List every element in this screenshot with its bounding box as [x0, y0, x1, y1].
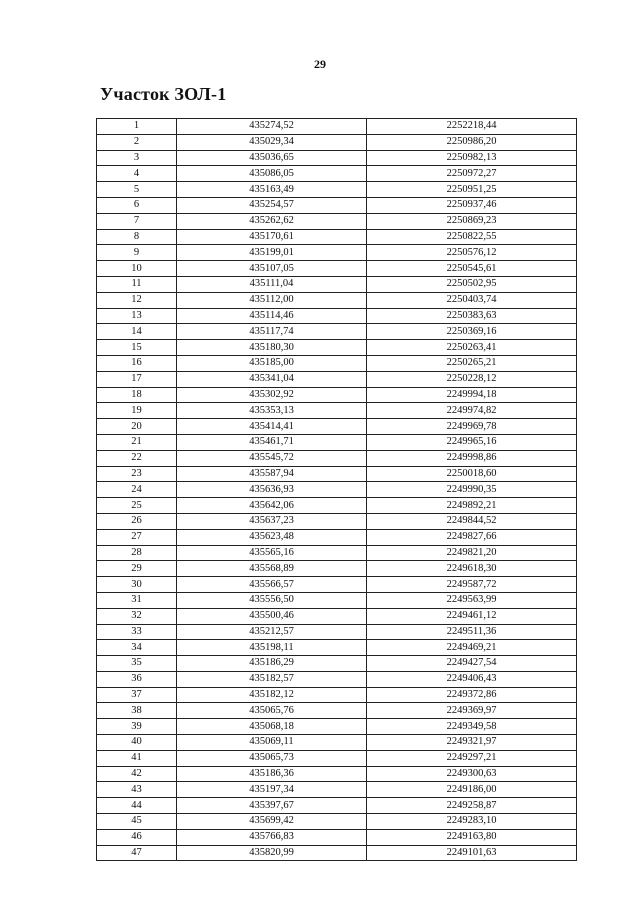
- x-coordinate-cell: 435182,12: [177, 687, 367, 703]
- point-number-cell: 32: [97, 608, 177, 624]
- table-row: [97, 640, 577, 656]
- table-row: [97, 450, 577, 466]
- table-row: [97, 245, 577, 261]
- y-coordinate-cell: 2250228,12: [367, 371, 577, 387]
- point-number-cell: 24: [97, 482, 177, 498]
- table-row: [97, 845, 577, 861]
- x-coordinate-cell: 435766,83: [177, 829, 367, 845]
- table-row: [97, 656, 577, 672]
- table-row: [97, 829, 577, 845]
- point-number-cell: 33: [97, 624, 177, 640]
- x-coordinate-cell: 435262,62: [177, 213, 367, 229]
- point-number-cell: 4: [97, 166, 177, 182]
- x-coordinate-cell: 435274,52: [177, 119, 367, 135]
- point-number-cell: 19: [97, 403, 177, 419]
- y-coordinate-cell: 2249321,97: [367, 735, 577, 751]
- point-number-cell: 37: [97, 687, 177, 703]
- point-number-cell: 11: [97, 276, 177, 292]
- x-coordinate-cell: 435500,46: [177, 608, 367, 624]
- point-number-cell: 26: [97, 513, 177, 529]
- table-row: [97, 735, 577, 751]
- point-number-cell: 44: [97, 798, 177, 814]
- table-row: [97, 577, 577, 593]
- page-number: 29: [314, 57, 326, 71]
- y-coordinate-cell: 2250822,55: [367, 229, 577, 245]
- x-coordinate-cell: 435186,36: [177, 766, 367, 782]
- y-coordinate-cell: 2249349,58: [367, 719, 577, 735]
- table-row: [97, 308, 577, 324]
- y-coordinate-cell: 2250018,60: [367, 466, 577, 482]
- table-row: [97, 182, 577, 198]
- y-coordinate-cell: 2250869,23: [367, 213, 577, 229]
- y-coordinate-cell: 2249297,21: [367, 750, 577, 766]
- table-row: [97, 276, 577, 292]
- table-row: [97, 324, 577, 340]
- point-number-cell: 22: [97, 450, 177, 466]
- x-coordinate-cell: 435182,57: [177, 671, 367, 687]
- x-coordinate-cell: 435623,48: [177, 529, 367, 545]
- y-coordinate-cell: 2249406,43: [367, 671, 577, 687]
- y-coordinate-cell: 2250937,46: [367, 197, 577, 213]
- y-coordinate-cell: 2249563,99: [367, 592, 577, 608]
- table-row: [97, 197, 577, 213]
- x-coordinate-cell: 435302,92: [177, 387, 367, 403]
- x-coordinate-cell: 435212,57: [177, 624, 367, 640]
- table-row: [97, 403, 577, 419]
- y-coordinate-cell: 2250263,41: [367, 340, 577, 356]
- table-row: [97, 150, 577, 166]
- x-coordinate-cell: 435341,04: [177, 371, 367, 387]
- table-row: [97, 592, 577, 608]
- y-coordinate-cell: 2249892,21: [367, 498, 577, 514]
- x-coordinate-cell: 435199,01: [177, 245, 367, 261]
- y-coordinate-cell: 2250972,27: [367, 166, 577, 182]
- y-coordinate-cell: 2249461,12: [367, 608, 577, 624]
- y-coordinate-cell: 2249990,35: [367, 482, 577, 498]
- y-coordinate-cell: 2250403,74: [367, 292, 577, 308]
- y-coordinate-cell: 2250369,16: [367, 324, 577, 340]
- x-coordinate-cell: 435397,67: [177, 798, 367, 814]
- y-coordinate-cell: 2249258,87: [367, 798, 577, 814]
- x-coordinate-cell: 435637,23: [177, 513, 367, 529]
- table-row: [97, 782, 577, 798]
- x-coordinate-cell: 435820,99: [177, 845, 367, 861]
- y-coordinate-cell: 2250951,25: [367, 182, 577, 198]
- x-coordinate-cell: 435568,89: [177, 561, 367, 577]
- x-coordinate-cell: 435029,34: [177, 134, 367, 150]
- x-coordinate-cell: 435461,71: [177, 434, 367, 450]
- point-number-cell: 25: [97, 498, 177, 514]
- point-number-cell: 47: [97, 845, 177, 861]
- y-coordinate-cell: 2249998,86: [367, 450, 577, 466]
- point-number-cell: 9: [97, 245, 177, 261]
- point-number-cell: 21: [97, 434, 177, 450]
- table-row: [97, 814, 577, 830]
- point-number-cell: 36: [97, 671, 177, 687]
- y-coordinate-cell: 2250265,21: [367, 355, 577, 371]
- y-coordinate-cell: 2249101,63: [367, 845, 577, 861]
- x-coordinate-cell: 435107,05: [177, 261, 367, 277]
- x-coordinate-cell: 435587,94: [177, 466, 367, 482]
- point-number-cell: 20: [97, 419, 177, 435]
- x-coordinate-cell: 435069,11: [177, 735, 367, 751]
- x-coordinate-cell: 435068,18: [177, 719, 367, 735]
- table-row: [97, 482, 577, 498]
- point-number-cell: 8: [97, 229, 177, 245]
- point-number-cell: 39: [97, 719, 177, 735]
- table-row: [97, 703, 577, 719]
- y-coordinate-cell: 2249969,78: [367, 419, 577, 435]
- table-row: [97, 498, 577, 514]
- table-row: [97, 671, 577, 687]
- table-row: [97, 419, 577, 435]
- point-number-cell: 12: [97, 292, 177, 308]
- y-coordinate-cell: 2249618,30: [367, 561, 577, 577]
- table-row: [97, 561, 577, 577]
- x-coordinate-cell: 435636,93: [177, 482, 367, 498]
- table-row: [97, 513, 577, 529]
- point-number-cell: 31: [97, 592, 177, 608]
- point-number-cell: 29: [97, 561, 177, 577]
- point-number-cell: 40: [97, 735, 177, 751]
- point-number-cell: 17: [97, 371, 177, 387]
- x-coordinate-cell: 435414,41: [177, 419, 367, 435]
- x-coordinate-cell: 435163,49: [177, 182, 367, 198]
- y-coordinate-cell: 2249283,10: [367, 814, 577, 830]
- table-row: [97, 434, 577, 450]
- table-row: [97, 466, 577, 482]
- table-row: [97, 608, 577, 624]
- y-coordinate-cell: 2249821,20: [367, 545, 577, 561]
- point-number-cell: 7: [97, 213, 177, 229]
- y-coordinate-cell: 2249994,18: [367, 387, 577, 403]
- point-number-cell: 10: [97, 261, 177, 277]
- table-row: [97, 750, 577, 766]
- point-number-cell: 28: [97, 545, 177, 561]
- point-number-cell: 13: [97, 308, 177, 324]
- point-number-cell: 15: [97, 340, 177, 356]
- y-coordinate-cell: 2249186,00: [367, 782, 577, 798]
- x-coordinate-cell: 435565,16: [177, 545, 367, 561]
- y-coordinate-cell: 2252218,44: [367, 119, 577, 135]
- point-number-cell: 42: [97, 766, 177, 782]
- y-coordinate-cell: 2249469,21: [367, 640, 577, 656]
- section-title: Участок ЗОЛ-1: [100, 84, 227, 104]
- table-row: [97, 798, 577, 814]
- x-coordinate-cell: 435186,29: [177, 656, 367, 672]
- point-number-cell: 30: [97, 577, 177, 593]
- x-coordinate-cell: 435086,05: [177, 166, 367, 182]
- point-number-cell: 1: [97, 119, 177, 135]
- x-coordinate-cell: 435198,11: [177, 640, 367, 656]
- point-number-cell: 45: [97, 814, 177, 830]
- table-row: [97, 529, 577, 545]
- point-number-cell: 5: [97, 182, 177, 198]
- x-coordinate-cell: 435197,34: [177, 782, 367, 798]
- x-coordinate-cell: 435642,06: [177, 498, 367, 514]
- x-coordinate-cell: 435117,74: [177, 324, 367, 340]
- point-number-cell: 6: [97, 197, 177, 213]
- point-number-cell: 2: [97, 134, 177, 150]
- y-coordinate-cell: 2249844,52: [367, 513, 577, 529]
- point-number-cell: 35: [97, 656, 177, 672]
- point-number-cell: 18: [97, 387, 177, 403]
- x-coordinate-cell: 435170,61: [177, 229, 367, 245]
- x-coordinate-cell: 435065,73: [177, 750, 367, 766]
- y-coordinate-cell: 2250576,12: [367, 245, 577, 261]
- y-coordinate-cell: 2249300,63: [367, 766, 577, 782]
- x-coordinate-cell: 435699,42: [177, 814, 367, 830]
- point-number-cell: 43: [97, 782, 177, 798]
- x-coordinate-cell: 435185,00: [177, 355, 367, 371]
- point-number-cell: 23: [97, 466, 177, 482]
- point-number-cell: 14: [97, 324, 177, 340]
- table-row: [97, 340, 577, 356]
- point-number-cell: 3: [97, 150, 177, 166]
- x-coordinate-cell: 435036,65: [177, 150, 367, 166]
- table-row: [97, 292, 577, 308]
- table-row: [97, 624, 577, 640]
- y-coordinate-cell: 2249372,86: [367, 687, 577, 703]
- table-row: [97, 371, 577, 387]
- point-number-cell: 46: [97, 829, 177, 845]
- point-number-cell: 27: [97, 529, 177, 545]
- x-coordinate-cell: 435065,76: [177, 703, 367, 719]
- table-row: [97, 387, 577, 403]
- x-coordinate-cell: 435112,00: [177, 292, 367, 308]
- table-row: [97, 134, 577, 150]
- y-coordinate-cell: 2249427,54: [367, 656, 577, 672]
- x-coordinate-cell: 435556,50: [177, 592, 367, 608]
- x-coordinate-cell: 435566,57: [177, 577, 367, 593]
- table-row: [97, 766, 577, 782]
- coordinates-table-body: [97, 119, 577, 861]
- table-row: [97, 166, 577, 182]
- x-coordinate-cell: 435180,30: [177, 340, 367, 356]
- table-row: [97, 545, 577, 561]
- y-coordinate-cell: 2249163,80: [367, 829, 577, 845]
- x-coordinate-cell: 435254,57: [177, 197, 367, 213]
- table-row: [97, 261, 577, 277]
- y-coordinate-cell: 2249827,66: [367, 529, 577, 545]
- y-coordinate-cell: 2249974,82: [367, 403, 577, 419]
- point-number-cell: 34: [97, 640, 177, 656]
- table-row: [97, 213, 577, 229]
- y-coordinate-cell: 2250545,61: [367, 261, 577, 277]
- x-coordinate-cell: 435353,13: [177, 403, 367, 419]
- y-coordinate-cell: 2249511,36: [367, 624, 577, 640]
- table-row: [97, 687, 577, 703]
- y-coordinate-cell: 2249369,97: [367, 703, 577, 719]
- y-coordinate-cell: 2249587,72: [367, 577, 577, 593]
- table-row: [97, 119, 577, 135]
- y-coordinate-cell: 2250986,20: [367, 134, 577, 150]
- x-coordinate-cell: 435111,04: [177, 276, 367, 292]
- table-row: [97, 229, 577, 245]
- y-coordinate-cell: 2249965,16: [367, 434, 577, 450]
- y-coordinate-cell: 2250383,63: [367, 308, 577, 324]
- x-coordinate-cell: 435545,72: [177, 450, 367, 466]
- point-number-cell: 38: [97, 703, 177, 719]
- coordinates-table: [96, 118, 577, 861]
- point-number-cell: 41: [97, 750, 177, 766]
- x-coordinate-cell: 435114,46: [177, 308, 367, 324]
- y-coordinate-cell: 2250982,13: [367, 150, 577, 166]
- table-row: [97, 355, 577, 371]
- table-row: [97, 719, 577, 735]
- point-number-cell: 16: [97, 355, 177, 371]
- y-coordinate-cell: 2250502,95: [367, 276, 577, 292]
